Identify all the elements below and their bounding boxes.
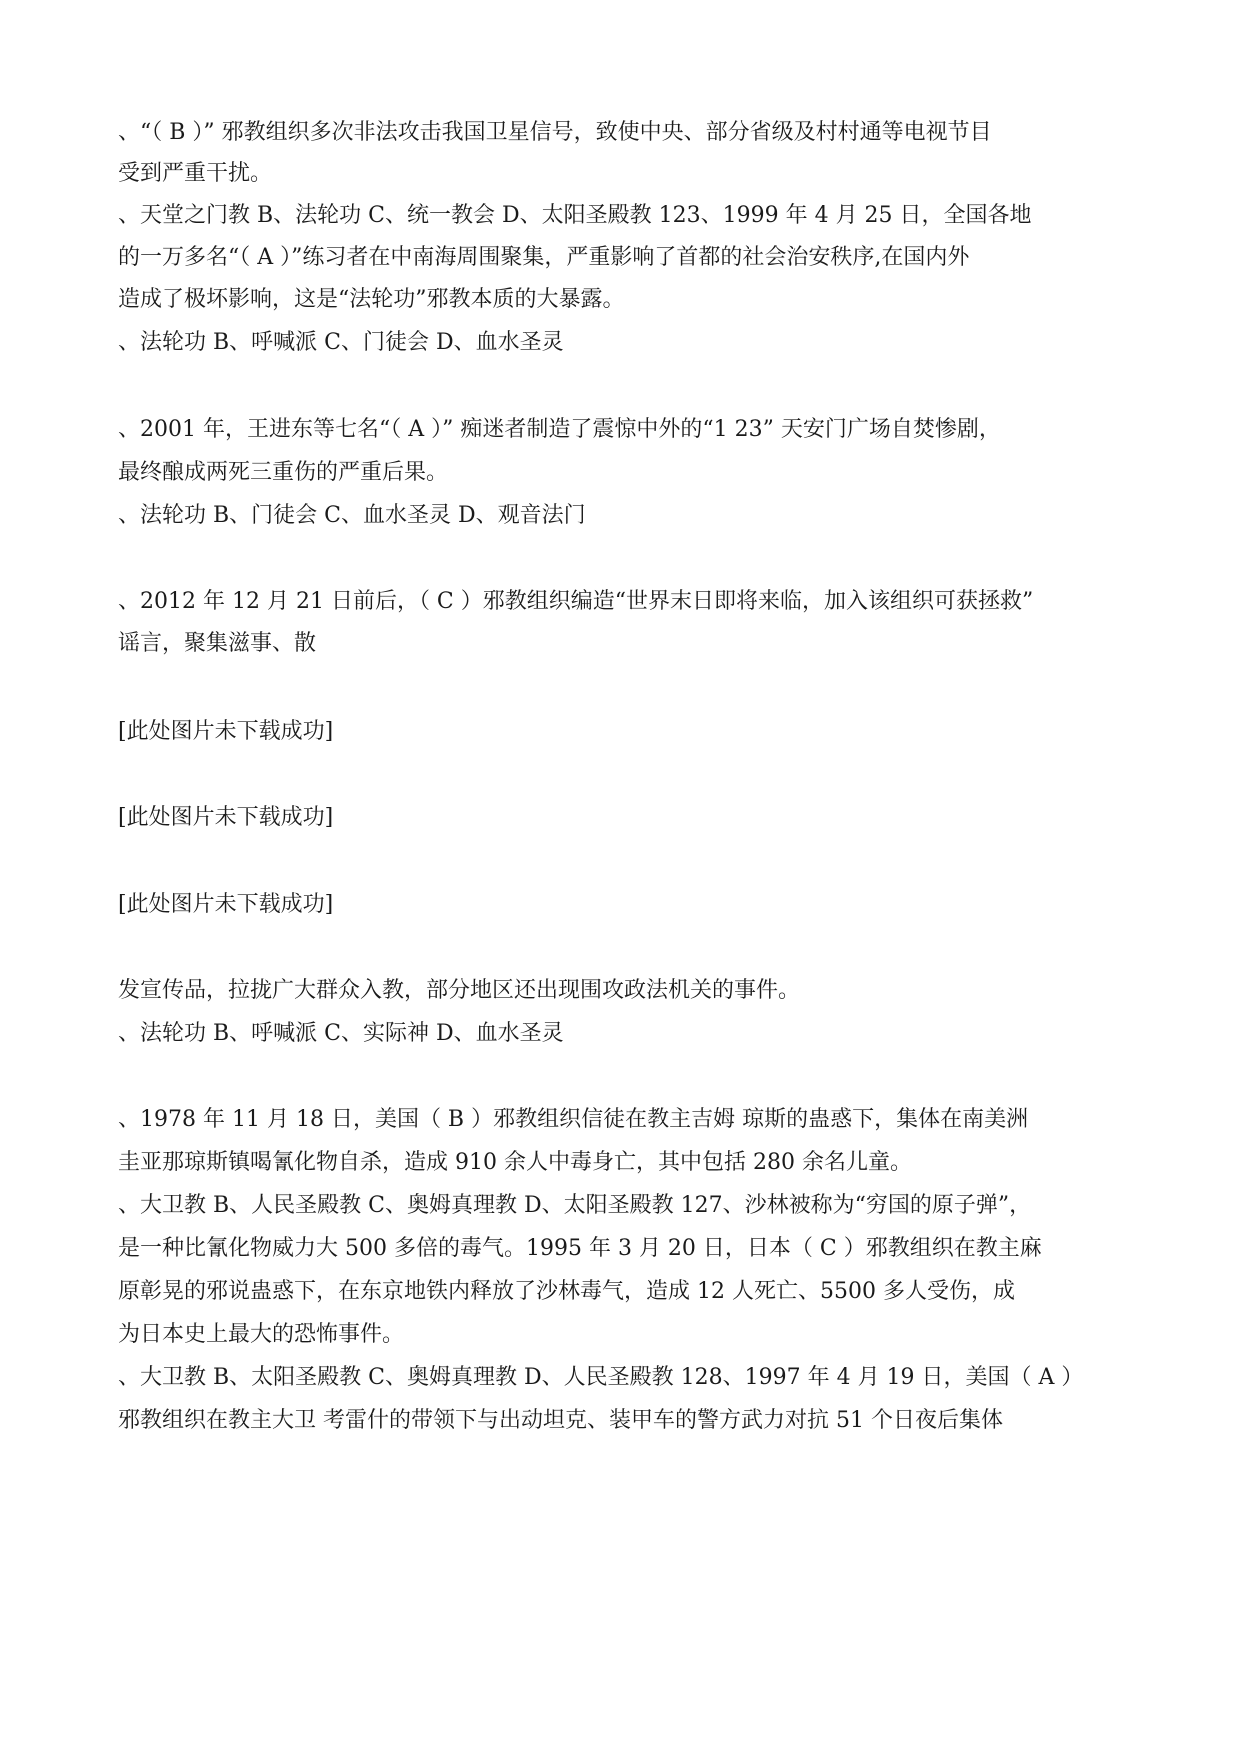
text-line: 、法轮功 B、呼喊派 C、门徒会 D、血水圣灵 <box>118 330 564 355</box>
text-line: 发宣传品，拉拢广大群众入教，部分地区还出现围攻政法机关的事件。 <box>118 978 801 1003</box>
text-line: 原彰晃的邪说蛊惑下，在东京地铁内释放了沙林毒气，造成 12 人死亡、5500 多人受伤，成 <box>118 1279 1015 1304</box>
text-line: 、2001 年，王进东等七名“（ A ）” 痴迷者制造了震惊中外的“1 23” 天安门广场自焚惨剧， <box>118 417 1001 442</box>
text-line: 的一万多名“（ A ）”练习者在中南海周围聚集，严重影响了首都的社会治安秩序,在国内外 <box>118 245 970 270</box>
text-line: 、法轮功 B、门徒会 C、血水圣灵 D、观音法门 <box>118 503 586 528</box>
text-line: 为日本史上最大的恐怖事件。 <box>118 1322 405 1347</box>
text-line: 造成了极坏影响，这是“法轮功”邪教本质的大暴露。 <box>118 287 625 312</box>
text-line: 、2012 年 12 月 21 日前后，（ C ）邪教组织编造“世界末日即将来临，加入该组织可获拯救” <box>118 589 1034 614</box>
text-line: 圭亚那琼斯镇喝氰化物自杀，造成 910 余人中毒身亡，其中包括 280 余名儿童。 <box>118 1150 912 1175</box>
text-line: 、天堂之门教 B、法轮功 C、统一教会 D、太阳圣殿教 123、1999 年 4 月 25 日，全国各地 <box>118 203 1032 228</box>
text-line: 、法轮功 B、呼喊派 C、实际神 D、血水圣灵 <box>118 1021 564 1046</box>
text-line: 邪教组织在教主大卫 考雷什的带领下与出动坦克、装甲车的警方武力对抗 51 个日夜后集体 <box>118 1408 1003 1433</box>
text-line: 、大卫教 B、人民圣殿教 C、奥姆真理教 D、太阳圣殿教 127、沙林被称为“穷国的原子弹”， <box>118 1193 1032 1218</box>
text-line: 受到严重干扰。 <box>118 161 273 186</box>
image-placeholder: [此处图片未下载成功] <box>118 805 334 830</box>
image-placeholder: [此处图片未下载成功] <box>118 892 334 917</box>
text-line: 、大卫教 B、太阳圣殿教 C、奥姆真理教 D、人民圣殿教 128、1997 年 4 月 19 日，美国（ A ） <box>118 1365 1084 1390</box>
text-line: 、“（ B ）” 邪教组织多次非法攻击我国卫星信号，致使中央、部分省级及村村通等电视节目 <box>118 120 992 145</box>
image-placeholder: [此处图片未下载成功] <box>118 719 334 744</box>
text-line: 、1978 年 11 月 18 日，美国（ B ）邪教组织信徒在教主吉姆 琼斯的蛊惑下，集体在南美洲 <box>118 1107 1029 1132</box>
text-line: 最终酿成两死三重伤的严重后果。 <box>118 460 449 485</box>
text-line: 谣言，聚集滋事、散 <box>118 631 317 656</box>
text-line: 是一种比氰化物威力大 500 多倍的毒气。1995 年 3 月 20 日，日本（ C ）邪教组织在教主麻 <box>118 1236 1042 1261</box>
